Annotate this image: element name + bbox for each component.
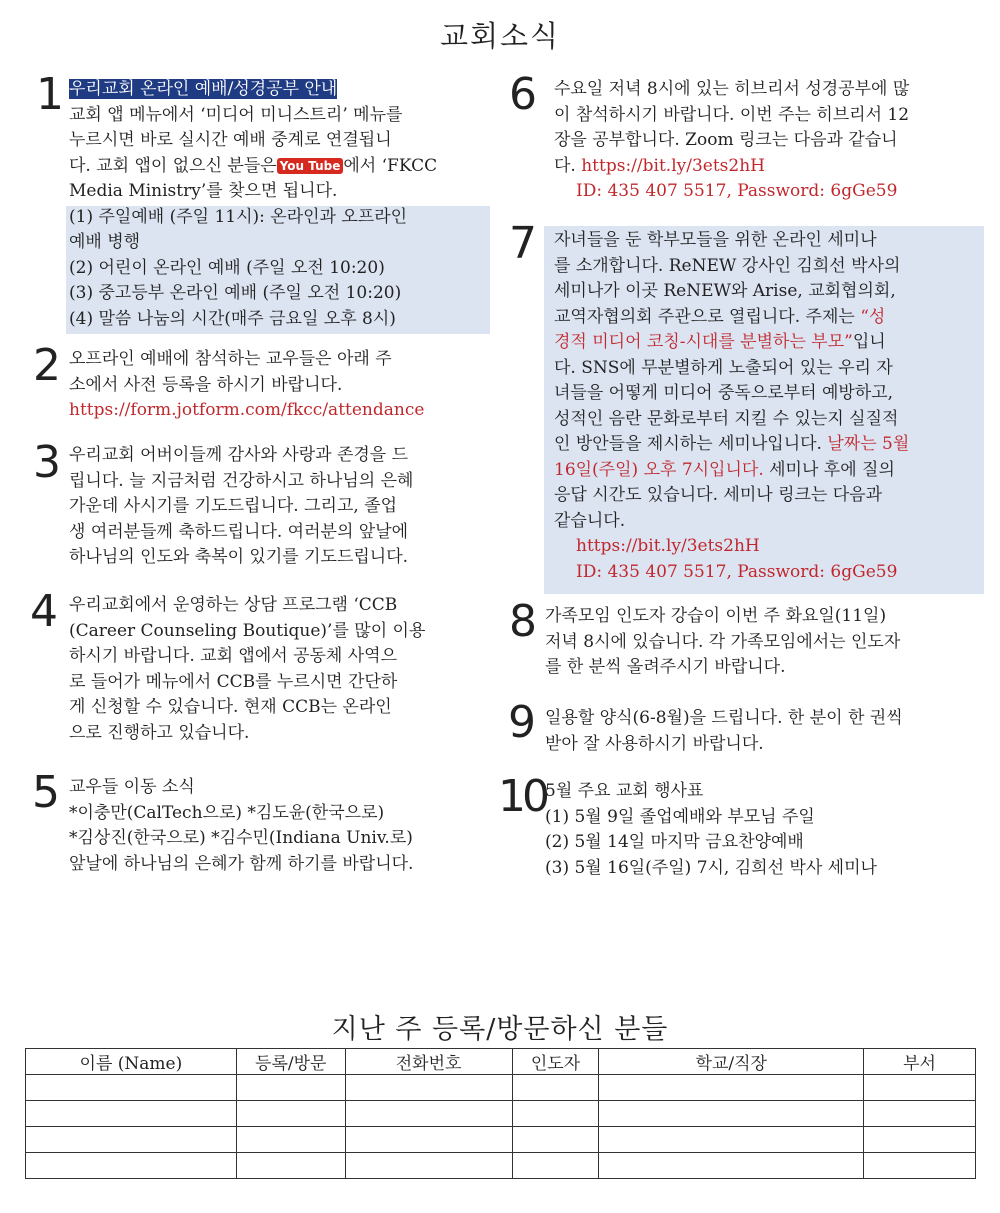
item-7 [554,228,978,585]
table-cell [345,1127,512,1153]
item-3-line: 우리교회 어버이들께 감사와 사랑과 존경을 드 [69,445,409,465]
item-6-line: 다. [554,155,576,176]
item-7-line: 응답 시간도 있습니다. 세미나 링크는 다음과 [554,485,883,505]
table-cell [599,1075,864,1101]
item-4-line: 로 들어가 메뉴에서 CCB를 누르시면 간단하 [69,671,398,692]
table-cell [236,1127,345,1153]
item-number-5: 5 [32,767,60,818]
page-title: 교회소식 [439,19,561,53]
item-9-line: 일용할 양식(6-8월)을 드립니다. 한 분이 한 권씩 [545,708,903,728]
item-2-line: 오프라인 예배에 참석하는 교우들은 아래 주 [69,349,392,369]
item-4-line: 게 신청할 수 있습니다. 현재 CCB는 온라인 [69,697,392,717]
column-header-leader: 인도자 [512,1049,599,1075]
seminar-date: 날짜는 5월 [827,434,910,454]
item-5-line: 교우들 이동 소식 [69,777,195,797]
item-4-line: 우리교회에서 운영하는 상담 프로그램 ‘CCB [69,595,398,615]
seminar-link[interactable]: https://bit.ly/3ets2hH [576,536,760,556]
table-cell [599,1127,864,1153]
item-1-line: 교회 앱 메뉴에서 ‘미디어 미니스트리’ 메뉴를 [69,104,403,125]
seminar-id-password: ID: 435 407 5517, Password: 6gGe59 [576,561,898,582]
table-cell [236,1153,345,1179]
item-6 [554,77,978,205]
schedule-line: (4) 말씀 나눔의 시간(매주 금요일 오후 8시) [69,308,396,329]
table-cell [512,1153,599,1179]
item-7-line: 를 소개합니다. ReNEW 강사인 김희선 박사의 [554,255,901,276]
item-10-line: 5월 주요 교회 행사표 [545,781,704,801]
item-5-line: *김상진(한국으로) *김수민(Indiana Univ.로) [69,828,413,848]
table-cell [599,1153,864,1179]
item-7-line: 자녀들을 둔 학부모들을 위한 온라인 세미나 [554,230,877,250]
item-number-3: 3 [33,437,61,488]
item-3 [69,443,491,571]
item-4-line: (Career Counseling Boutique)’를 많이 이용 [69,620,426,641]
item-number-8: 8 [509,596,537,647]
item-number-9: 9 [508,697,536,748]
table-cell [236,1101,345,1127]
item-4 [69,593,491,746]
table-cell [236,1075,345,1101]
column-header-name: 이름 (Name) [26,1049,237,1075]
item-10-line: (2) 5월 14일 마지막 금요찬양예배 [545,832,804,852]
column-header-department: 부서 [864,1049,976,1075]
table-row [26,1127,976,1153]
registration-title: 지난 주 등록/방문하신 분들 [331,1014,669,1045]
item-7-line: 교역자협의회 주관으로 열립니다. 주제는 [554,306,861,327]
item-10-line: (3) 5월 16일(주일) 7시, 김희선 박사 세미나 [545,857,877,878]
item-7-line: 입니 [852,332,886,352]
table-cell [26,1075,237,1101]
item-7-line: 인 방안들을 제시하는 세미나입니다. [554,434,828,454]
item-1 [69,77,491,332]
item-3-line: 생 여러분들께 축하드립니다. 여러분의 앞날에 [69,521,409,542]
item-number-6: 6 [509,69,537,120]
item-number-4: 4 [30,586,58,637]
item-number-7: 7 [509,218,537,269]
seminar-topic: 경적 미디어 코칭-시대를 분별하는 부모” [554,332,853,352]
column-header-type: 등록/방문 [236,1049,345,1075]
item-9 [545,706,980,757]
schedule-line: (2) 어린이 온라인 예배 (주일 오전 10:20) [69,257,385,278]
item-4-line: 하시기 바랍니다. 교회 앱에서 공동체 사역으 [69,646,398,666]
table-cell [345,1075,512,1101]
item-3-line: 하나님의 인도와 축복이 있기를 기도드립니다. [69,547,409,567]
item-6-line: 이 참석하시기 바랍니다. 이번 주는 히브리서 12 [554,104,910,125]
item-number-10: 10 [498,771,546,822]
attendance-link[interactable]: https://form.jotform.com/fkcc/attendance [69,400,425,420]
table-cell [26,1127,237,1153]
item-1-heading: 우리교회 온라인 예배/성경공부 안내 [69,79,338,99]
table-cell [864,1127,976,1153]
item-10-line: (1) 5월 9일 졸업예배와 부모님 주일 [545,806,815,827]
table-cell [345,1101,512,1127]
seminar-date: 16일(주일) 오후 7시입니다. [554,459,764,480]
zoom-id-password: ID: 435 407 5517, Password: 6gGe59 [576,181,898,201]
table-cell [512,1127,599,1153]
table-cell [599,1101,864,1127]
item-1-line: 다. 교회 앱이 없으신 분들은 [69,155,277,176]
item-7-line: 세미나가 이곳 ReNEW와 Arise, 교회협의회, [554,281,896,301]
item-6-line: 장을 공부합니다. Zoom 링크는 다음과 같습니 [554,130,898,150]
table-cell [512,1075,599,1101]
item-1-line: 누르시면 바로 실시간 예배 중계로 연결됩니 [69,130,392,150]
schedule-line: 예배 병행 [69,232,141,252]
table-cell [26,1101,237,1127]
item-10 [545,779,980,881]
item-7-line: 성적인 음란 문화로부터 지킬 수 있는지 실질적 [554,408,899,429]
table-row [26,1075,976,1101]
item-8-line: 저녁 8시에 있습니다. 각 가족모임에서는 인도자 [545,631,901,652]
item-9-line: 받아 잘 사용하시기 바랍니다. [545,733,764,754]
item-7-line: 세미나 후에 질의 [763,459,895,480]
seminar-topic: “성 [860,306,886,327]
registration-table [25,1048,976,1179]
item-6-line: 수요일 저녁 8시에 있는 히브리서 성경공부에 많 [554,79,910,99]
zoom-link[interactable]: https://bit.ly/3ets2hH [581,155,765,176]
item-8 [545,604,980,681]
item-7-line: 다. SNS에 무분별하게 노출되어 있는 우리 자 [554,357,893,378]
schedule-line: (1) 주일예배 (주일 11시): 온라인과 오프라인 [69,206,408,227]
item-1-line: Media Ministry’를 찾으면 됩니다. [69,181,338,201]
table-cell [345,1153,512,1179]
item-2 [69,347,491,424]
schedule-line: (3) 중고등부 온라인 예배 (주일 오전 10:20) [69,283,402,303]
item-7-line: 녀들을 어떻게 미디어 중독으로부터 예방하고, [554,383,894,403]
item-3-line: 가운데 사시기를 기도드립니다. 그리고, 졸업 [69,496,398,516]
item-number-2: 2 [33,340,61,391]
table-cell [26,1153,237,1179]
item-3-line: 립니다. 늘 지금처럼 건강하시고 하나님의 은혜 [69,470,414,491]
table-cell [864,1101,976,1127]
table-row [26,1153,976,1179]
column-header-school-work: 학교/직장 [599,1049,864,1075]
column-header-phone: 전화번호 [345,1049,512,1075]
youtube-icon: You Tube [277,158,344,174]
table-cell [864,1153,976,1179]
table-header-row [26,1049,976,1075]
item-4-line: 으로 진행하고 있습니다. [69,722,250,743]
item-2-line: 소에서 사전 등록을 하시기 바랍니다. [69,374,343,395]
item-5 [69,775,491,877]
item-number-1: 1 [36,69,64,120]
table-row [26,1101,976,1127]
item-7-line: 같습니다. [554,510,626,531]
item-8-line: 가족모임 인도자 강습이 이번 주 화요일(11일) [545,606,887,626]
table-cell [864,1075,976,1101]
item-5-line: *이충만(CalTech으로) *김도윤(한국으로) [69,802,385,823]
table-cell [512,1101,599,1127]
item-8-line: 를 한 분씩 올려주시기 바랍니다. [545,657,786,677]
item-1-line: 에서 ‘FKCC [343,155,438,176]
item-5-line: 앞날에 하나님의 은혜가 함께 하기를 바랍니다. [69,853,414,874]
